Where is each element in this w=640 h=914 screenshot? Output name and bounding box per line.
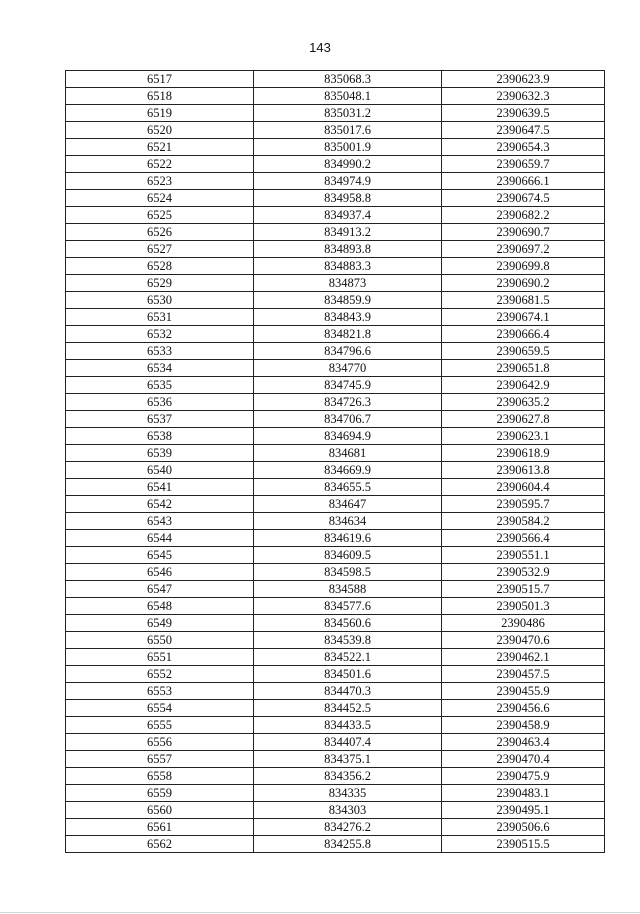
y-coordinate-cell: 2390457.5 [442,666,605,683]
point-number-cell: 6551 [66,649,254,666]
y-coordinate-cell: 2390681.5 [442,292,605,309]
table-row [66,139,605,156]
table-row [66,666,605,683]
y-coordinate-cell: 2390463.4 [442,734,605,751]
y-coordinate-cell: 2390697.2 [442,241,605,258]
point-number-cell: 6556 [66,734,254,751]
x-coordinate-cell: 834452.5 [254,700,442,717]
y-coordinate-cell: 2390595.7 [442,496,605,513]
x-coordinate-cell: 834883.3 [254,258,442,275]
y-coordinate-cell: 2390674.1 [442,309,605,326]
point-number-cell: 6531 [66,309,254,326]
table-row [66,547,605,564]
point-number-cell: 6559 [66,785,254,802]
y-coordinate-cell: 2390532.9 [442,564,605,581]
point-number-cell: 6561 [66,819,254,836]
coordinates-table [65,70,605,853]
table-row [66,360,605,377]
table-row [66,241,605,258]
point-number-cell: 6524 [66,190,254,207]
table-row [66,224,605,241]
table-row [66,292,605,309]
point-number-cell: 6560 [66,802,254,819]
point-number-cell: 6555 [66,717,254,734]
x-coordinate-cell: 834276.2 [254,819,442,836]
x-coordinate-cell: 834893.8 [254,241,442,258]
x-coordinate-cell: 834706.7 [254,411,442,428]
table-row [66,479,605,496]
table-row [66,683,605,700]
x-coordinate-cell: 834560.6 [254,615,442,632]
y-coordinate-cell: 2390666.1 [442,173,605,190]
y-coordinate-cell: 2390635.2 [442,394,605,411]
point-number-cell: 6554 [66,700,254,717]
table-row [66,173,605,190]
y-coordinate-cell: 2390674.5 [442,190,605,207]
x-coordinate-cell: 834634 [254,513,442,530]
point-number-cell: 6534 [66,360,254,377]
table-row [66,581,605,598]
y-coordinate-cell: 2390462.1 [442,649,605,666]
y-coordinate-cell: 2390651.8 [442,360,605,377]
x-coordinate-cell: 834407.4 [254,734,442,751]
point-number-cell: 6550 [66,632,254,649]
table-row [66,71,605,88]
point-number-cell: 6540 [66,462,254,479]
point-number-cell: 6528 [66,258,254,275]
table-row [66,309,605,326]
x-coordinate-cell: 834255.8 [254,836,442,853]
y-coordinate-cell: 2390501.3 [442,598,605,615]
table-row [66,734,605,751]
table-row [66,411,605,428]
x-coordinate-cell: 834913.2 [254,224,442,241]
table-row [66,343,605,360]
point-number-cell: 6553 [66,683,254,700]
x-coordinate-cell: 834609.5 [254,547,442,564]
x-coordinate-cell: 834937.4 [254,207,442,224]
point-number-cell: 6518 [66,88,254,105]
table-row [66,649,605,666]
point-number-cell: 6523 [66,173,254,190]
x-coordinate-cell: 834821.8 [254,326,442,343]
y-coordinate-cell: 2390666.4 [442,326,605,343]
y-coordinate-cell: 2390659.5 [442,343,605,360]
y-coordinate-cell: 2390604.4 [442,479,605,496]
x-coordinate-cell: 834588 [254,581,442,598]
table-row [66,156,605,173]
table-row [66,445,605,462]
x-coordinate-cell: 834356.2 [254,768,442,785]
x-coordinate-cell: 834522.1 [254,649,442,666]
point-number-cell: 6539 [66,445,254,462]
x-coordinate-cell: 834647 [254,496,442,513]
x-coordinate-cell: 834598.5 [254,564,442,581]
y-coordinate-cell: 2390486 [442,615,605,632]
table-row [66,615,605,632]
y-coordinate-cell: 2390551.1 [442,547,605,564]
x-coordinate-cell: 834990.2 [254,156,442,173]
y-coordinate-cell: 2390623.1 [442,428,605,445]
x-coordinate-cell: 834726.3 [254,394,442,411]
table-row [66,190,605,207]
table-row [66,802,605,819]
y-coordinate-cell: 2390682.2 [442,207,605,224]
table-row [66,207,605,224]
point-number-cell: 6549 [66,615,254,632]
point-number-cell: 6517 [66,71,254,88]
table-row [66,105,605,122]
point-number-cell: 6548 [66,598,254,615]
table-row [66,428,605,445]
y-coordinate-cell: 2390566.4 [442,530,605,547]
x-coordinate-cell: 834669.9 [254,462,442,479]
y-coordinate-cell: 2390456.6 [442,700,605,717]
x-coordinate-cell: 834745.9 [254,377,442,394]
point-number-cell: 6535 [66,377,254,394]
y-coordinate-cell: 2390475.9 [442,768,605,785]
page-number: 143 [309,40,331,55]
table-row [66,564,605,581]
y-coordinate-cell: 2390613.8 [442,462,605,479]
y-coordinate-cell: 2390639.5 [442,105,605,122]
x-coordinate-cell: 834770 [254,360,442,377]
y-coordinate-cell: 2390495.1 [442,802,605,819]
table-row [66,530,605,547]
y-coordinate-cell: 2390627.8 [442,411,605,428]
point-number-cell: 6525 [66,207,254,224]
x-coordinate-cell: 834501.6 [254,666,442,683]
point-number-cell: 6536 [66,394,254,411]
point-number-cell: 6527 [66,241,254,258]
point-number-cell: 6545 [66,547,254,564]
point-number-cell: 6522 [66,156,254,173]
x-coordinate-cell: 835068.3 [254,71,442,88]
point-number-cell: 6529 [66,275,254,292]
table-row [66,751,605,768]
point-number-cell: 6532 [66,326,254,343]
y-coordinate-cell: 2390515.7 [442,581,605,598]
y-coordinate-cell: 2390470.6 [442,632,605,649]
x-coordinate-cell: 834470.3 [254,683,442,700]
y-coordinate-cell: 2390618.9 [442,445,605,462]
y-coordinate-cell: 2390659.7 [442,156,605,173]
y-coordinate-cell: 2390623.9 [442,71,605,88]
x-coordinate-cell: 834375.1 [254,751,442,768]
point-number-cell: 6541 [66,479,254,496]
x-coordinate-cell: 834873 [254,275,442,292]
table-row [66,768,605,785]
table-row [66,700,605,717]
y-coordinate-cell: 2390642.9 [442,377,605,394]
x-coordinate-cell: 835001.9 [254,139,442,156]
table-row [66,377,605,394]
y-coordinate-cell: 2390506.6 [442,819,605,836]
x-coordinate-cell: 835031.2 [254,105,442,122]
point-number-cell: 6547 [66,581,254,598]
x-coordinate-cell: 834577.6 [254,598,442,615]
x-coordinate-cell: 834303 [254,802,442,819]
point-number-cell: 6552 [66,666,254,683]
x-coordinate-cell: 834958.8 [254,190,442,207]
x-coordinate-cell: 834681 [254,445,442,462]
y-coordinate-cell: 2390690.7 [442,224,605,241]
table-row [66,275,605,292]
y-coordinate-cell: 2390455.9 [442,683,605,700]
x-coordinate-cell: 834335 [254,785,442,802]
x-coordinate-cell: 834655.5 [254,479,442,496]
y-coordinate-cell: 2390470.4 [442,751,605,768]
table-row [66,326,605,343]
y-coordinate-cell: 2390647.5 [442,122,605,139]
point-number-cell: 6538 [66,428,254,445]
x-coordinate-cell: 834796.6 [254,343,442,360]
x-coordinate-cell: 834694.9 [254,428,442,445]
point-number-cell: 6546 [66,564,254,581]
table-row [66,394,605,411]
y-coordinate-cell: 2390483.1 [442,785,605,802]
x-coordinate-cell: 834974.9 [254,173,442,190]
table-row [66,632,605,649]
y-coordinate-cell: 2390690.2 [442,275,605,292]
point-number-cell: 6520 [66,122,254,139]
y-coordinate-cell: 2390699.8 [442,258,605,275]
table-row [66,836,605,853]
y-coordinate-cell: 2390654.3 [442,139,605,156]
table-row [66,258,605,275]
point-number-cell: 6533 [66,343,254,360]
table-row [66,819,605,836]
point-number-cell: 6526 [66,224,254,241]
table-row [66,513,605,530]
point-number-cell: 6537 [66,411,254,428]
point-number-cell: 6519 [66,105,254,122]
x-coordinate-cell: 835017.6 [254,122,442,139]
point-number-cell: 6557 [66,751,254,768]
y-coordinate-cell: 2390632.3 [442,88,605,105]
point-number-cell: 6544 [66,530,254,547]
point-number-cell: 6558 [66,768,254,785]
table-row [66,122,605,139]
table-row [66,717,605,734]
y-coordinate-cell: 2390584.2 [442,513,605,530]
x-coordinate-cell: 834619.6 [254,530,442,547]
coordinates-table-body [66,71,605,853]
point-number-cell: 6543 [66,513,254,530]
table-row [66,88,605,105]
x-coordinate-cell: 834859.9 [254,292,442,309]
x-coordinate-cell: 834843.9 [254,309,442,326]
point-number-cell: 6562 [66,836,254,853]
x-coordinate-cell: 834433.5 [254,717,442,734]
table-row [66,598,605,615]
x-coordinate-cell: 835048.1 [254,88,442,105]
y-coordinate-cell: 2390458.9 [442,717,605,734]
y-coordinate-cell: 2390515.5 [442,836,605,853]
point-number-cell: 6542 [66,496,254,513]
table-row [66,462,605,479]
point-number-cell: 6530 [66,292,254,309]
point-number-cell: 6521 [66,139,254,156]
table-row [66,785,605,802]
table-row [66,496,605,513]
x-coordinate-cell: 834539.8 [254,632,442,649]
scan-edge-line [0,912,640,913]
